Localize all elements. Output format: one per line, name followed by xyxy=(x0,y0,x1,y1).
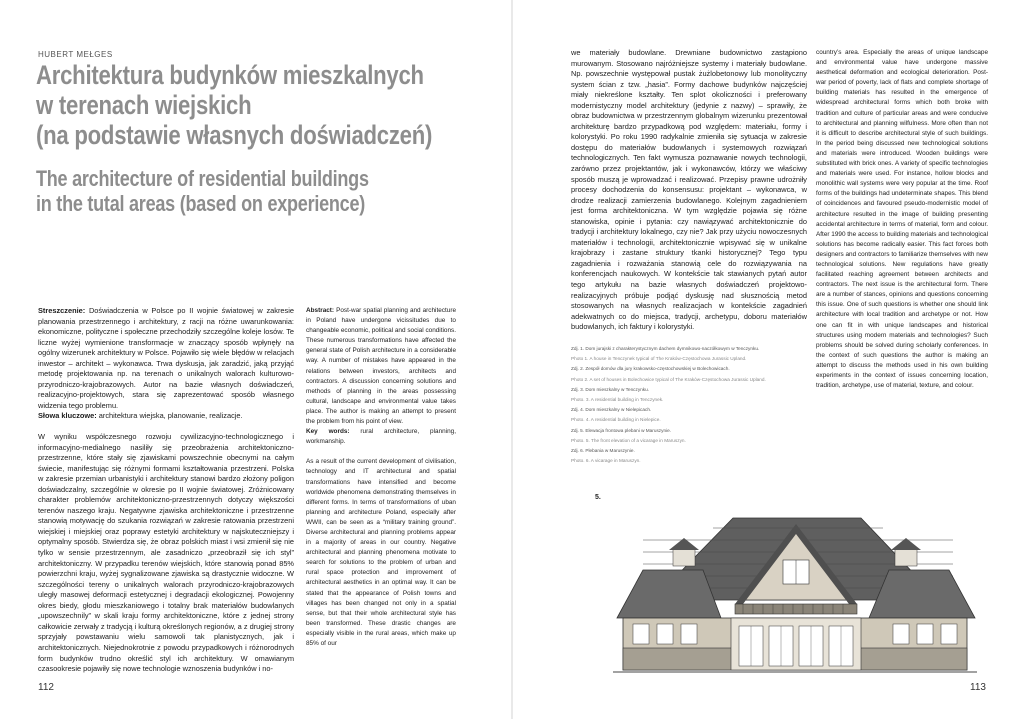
body-pl-right: we materiały budowlane. Drewniane budownictwo zastąpiono murowanym. Stosowano najróżniejsze systemy i materiały budowlane. Np. powszechnie występował pustak żużlobetonowy lub monolityczny system ścian z tzw. „hasia”. Formy dachowe budynków najczęściej miały niekreślone kształty. Ten splot okoliczności i preferowany modernistyczny model architektury (jedynie z nazwy) – sprawiły, że obraz budownictwa w przestrzennym globalnym wizerunku prezentował architekturę bardzo przypadkową pod względem: materiału, formy i kolorystyki. Po roku 1990 radykalnie zmieniła się sytuacja w zakresie dostępu do materiałów budowlanych i systemowych rozwiązań technologicznych. Ten fakt wymusza poznawanie nowych technologii, zarówno przez projektantów, jak i wykonawców, którzy we właściwy sposób muszą je wprowadzać i realizować. Przepisy prawne udrożniły procesy dochodzenia do konsensusu: projektant – wykonawca, w drodze realizacji zamierzenia budowlanego. Kolejnym zagadnieniem jest forma architektoniczna. W tym względzie pojawia się różne stanowiska, opinie i pytania: czy nawiązywać architektonicznie do tradycji i architektury lokalnego, czy nie? Jak przy użyciu nowoczesnych materiałów i technologii, architektonicznie wpisywać się w unikalne krajobrazy i zastane struktury tkanki historycznej? Tego typu zagadnienia i rozważania stanowią cele do rozwiązywania na konferencjach naukowych. W kontekście tak stawianych pytań autor tego artykułu na bazie własnych doświadczeń projektowo-realizacyjnych próbuje podjąć dyskusję nad słusznością metod stosowanych na własnych realizacjach w kontekście zagadnień adekwatnych co do miejsca, tradycji, archetypu, doboru materiałów budowlanych, ich faktury i kolorystyki. xyxy=(571,48,807,332)
column-english-left xyxy=(306,306,456,649)
abstract-pl xyxy=(38,306,294,422)
body-en-right: country’s area. Especially the areas of unique landscape and environmental value have undergone massive aesthetical deformation and ecological deterioration. Post-war period of poverty, lack of flats and complete shortage of building materials has resulted in the emergence of widespread architectural forms which both broke with tradition and culture of particular areas and were conducive to architectural and planning wilfulness. More often than not it is difficult to describe architectural style of such buildings. In the period being discussed new technological solutions and materials were introduced. Wooden buildings were substituted with brick ones. A variety of specific technologies and materials were used. For instance, hollow blocks and monolithic wall systems were very popular at the time. Roof forms of the buildings had undeterminate shapes. This blend of coincidences and favoured pseudo-modernistic model of architecture resulted in the image of building presenting accidental architecture in terms of material, form and colour. After 1990 the access to building materials and technological solutions has become radically easier. This fact forces both designers and contractors to familiarize themselves with new technological solutions. New regulations have greatly facilitated reaching agreement between architects and contractors. The next issue is the architectural form. There are a number of stances, opinions and questions concerning this issue. One of such questions is whether one should link architecture with local tradition and archetype or not. How one can fit in with unique landscapes and historical structures using modern materials and technologies? Such problems should be solved during scholarly conferences. In the context of such questions the author is making an attempt to discuss the methods used in his own building experiments in the context of issues concerning location, tradition, archetype, use of material, texture, and colour. xyxy=(816,49,988,390)
left-page xyxy=(0,0,511,719)
caption-line: Photo. 3. A residential building in Tenczynek. xyxy=(571,397,664,403)
body-pl-left: W wyniku współczesnego rozwoju cywilizacyjno-technologicznego i informacyjno-medialnego nasiliły się przeobrażenia architektoniczno-przestrzenne, które stały się zjawiskami powszechnie obecnymi na całym świecie, manifestując się różnymi formami kształtowania przestrzeni. Polska w zakresie przemian urbanistyki i architektury stanowi bardzo złożony poligon doświadczalny, szczególnie w okresie po II wojnie światowej. Zróżnicowany charakter problemów architektoniczno-przestrzennych dotyczy większości terenów naszego kraju. Negatywne zjawiska architektoniczne i przestrzenne stanowią motywację do szukania rozwiązań w zakresie ratowania przestrzeni wiejskiej i miejskiej oraz poprawy estetyki architektury w najskuteczniejszy i optymalny sposób. Stwierdza się, że obraz polskich miast i wsi zmienił się nie tylko w sensie przestrzennym, ale zasadniczo „przeobraził się ich styl” architektoniczny. W przypadku terenów wiejskich, które stanowią ponad 85% powierzchni kraju, wyżej sygnalizowane zjawiska są drastycznie widoczne. W szczególności tereny o unikalnych walorach przyrodniczo-krajobrazowych uległy masowej deformacji estetycznej i degradacji ekologicznej. Powojenny okres biedy, głodu mieszkaniowego i totalny brak materiałów budowlanych „upowszechnily” w skali kraju formy architektoniczne, które z jednej strony całkowicie zerwały z tradycją i kulturą określonych regionów, a z drugiej strony sprzyjały powstawaniu wielu samowoli tak planistycznych, jak i architektonicznych. Niejednokrotnie z powodu przypadkowych i różnorodnych form budynków trudno określić styl ich architektury. W omawianym czasookresie pojawiły się nowe technologie wznoszenia budynków i no- xyxy=(38,432,294,674)
page-number-right: 113 xyxy=(970,682,986,693)
caption-line: Photo 1. A house in Tenczynek typical of The Kraków-Częstochowa Jurassic Upland. xyxy=(571,356,747,362)
photo-captions xyxy=(571,344,807,466)
right-page xyxy=(513,0,1024,719)
page-number-left: 112 xyxy=(38,682,54,693)
caption-line: Zdj. 6. Plebania w Maruszynie. xyxy=(571,448,635,454)
caption-line: Photo 2. A set of houses in Bolechowice typical of The Kraków-Częstochowa Jurassic Upland. xyxy=(571,376,766,382)
caption-line: Zdj. 4. Dom mieszkalny w Nielepicach. xyxy=(571,407,652,413)
caption-line: Zdj. 3. Dom mieszkalny w Tenczynku. xyxy=(571,386,650,392)
figure-label: 5. xyxy=(595,494,601,501)
column-english-right xyxy=(816,48,988,391)
keywords-pl-label: Słowa kluczowe: xyxy=(38,411,97,421)
abstract-en-text: Post-war spatial planning and architecture in Poland have undergone vicissitudes due to changeable economic, political and social conditions. These numerous transformations have affected the general state of Polish architecture in a considerable way. A number of mistakes have appeared in the relations between investors, architects and contractors. A discussion concerning solutions and methods of planning in the areas possessing cultural, landscape and environmental value takes place. The author is making an attempt to present the problem from his point of view. xyxy=(306,307,456,426)
title-english xyxy=(36,166,397,216)
abstract-pl-text: Doświadczenia w Polsce po II wojnie światowej w zakresie planowania przestrzennego i architektury, z racji na różne uwarunkowania: ekonomiczne, polityczne i społeczne przechodziły szczególne koleje losów. Te liczne wyżej wymienione transformacje w znaczący sposób wpłynęły na ogólny wizerunek architektury w Polsce. Pojawiło się wiele błędów w relacjach inwestor – architekt – wykonawca. Trwa dyskusja, jak zaradzić, jaką przyjąć metodę projektowania np. na terenach o unikalnych walorach kulturowo-przyrodniczo-krajobrazowych. Autor na bazie własnych doświadczeń, realizacyjno-projektowych, stara się zaprezentować sposób własnego widzenia tego problemu. xyxy=(38,306,294,410)
vicarage-elevation-drawing xyxy=(613,500,977,678)
keywords-en-text: rural architecture, planning, workmanship. xyxy=(306,428,456,446)
title-polish xyxy=(36,60,433,150)
caption-line: Zdj. 1. Dom jurajski z charakterystycznym dachem dymnikowo-naczółkowym w Tenczynku. xyxy=(571,346,760,351)
caption-line: Zdj. 2. Zespół domów dla jury krakowsko-częstochowskiej w Bolechowicach. xyxy=(571,366,730,372)
title-pl-line-1: Architektura budynków mieszkalnych xyxy=(36,60,424,90)
caption-line: Photo. 4. A residential building in Nielepice. xyxy=(571,417,661,423)
keywords-pl-text: architektura wiejska, planowanie, realizacje. xyxy=(96,411,243,421)
column-polish-left xyxy=(38,306,294,675)
title-pl-line-2: w terenach wiejskich xyxy=(36,90,252,120)
title-en-line-2: in the tutal areas (based on experience) xyxy=(36,191,366,216)
caption-line: Zdj. 5. Elewacja frontowa plebani w Maruszynie. xyxy=(571,427,672,433)
abstract-en-label: Abstract: xyxy=(306,307,335,314)
caption-line: Photo. 6. A vicarage in Maruszyn. xyxy=(571,458,641,464)
keywords-en-label: Key words: xyxy=(306,428,350,436)
title-en-line-1: The architecture of residential buildings xyxy=(36,166,369,191)
abstract-pl-label: Streszczenie: xyxy=(38,306,86,315)
abstract-en xyxy=(306,306,456,447)
title-pl-line-3: (na podstawie własnych doświadczeń) xyxy=(36,120,433,150)
column-polish-right xyxy=(571,48,807,333)
author-name: HUBERT MEŁGES xyxy=(38,50,113,59)
body-en-left: As a result of the current development of civilisation, technology and IT architectural and spatial transformations have intensified and become worldwide phenomena demonstrating themselves in different forms. In terms of transformations of uban planning and architecture Poland, especially after WWII, can be seen as a “military training ground”. Diverse architectural and planning problems appear in a majority of areas in our country. Negative architectural and planning phenomena motivate to search for solutions to the problem of urban and rural space protection and improvement of architectural aesthetics in an optimal way. It can be stated that the appearance of Polish towns and villages has been changed not only in a spatial sense, but that their whole architectural style has been transformed. These drastic changes are especially visible in the rural areas, which make up 85% of our xyxy=(306,458,456,647)
caption-line: Photo. 5. The front elevation of a vicarage in Maruszyn. xyxy=(571,437,686,443)
